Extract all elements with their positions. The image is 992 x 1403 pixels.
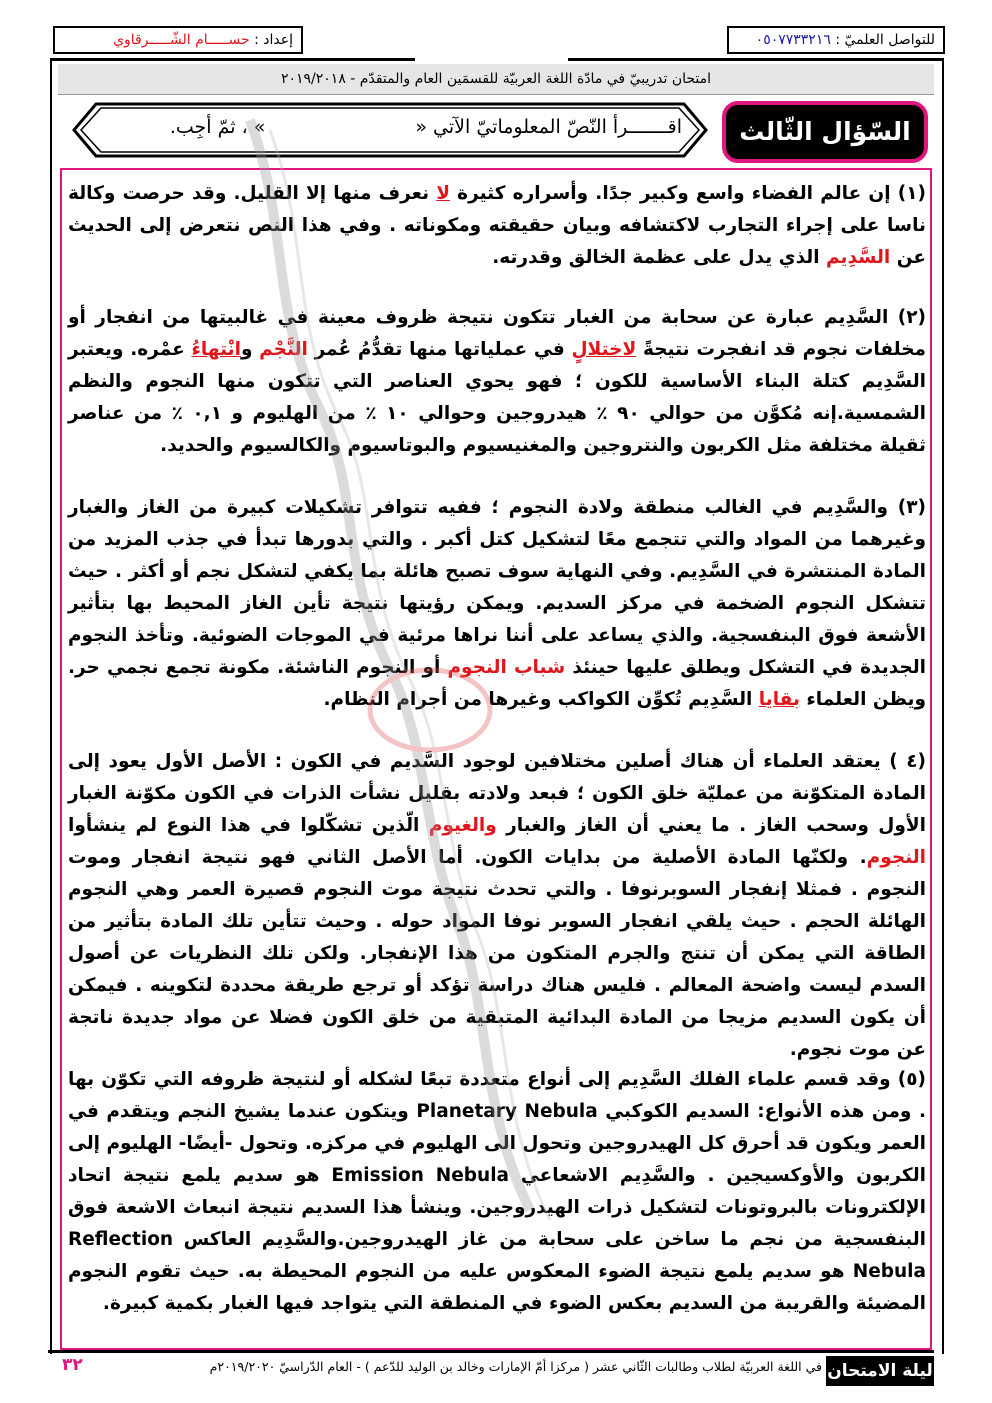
highlighted-word: بقايا xyxy=(758,689,800,710)
page-number: ٣٢ xyxy=(62,1355,83,1375)
text-segment: الّذين تشكّلوا في هذا النوع لم ينشأوا xyxy=(68,815,429,836)
author-name: حســـــام الشّـــــرقاوي xyxy=(113,32,250,48)
contact-label: للتواصل العلميّ : xyxy=(835,32,935,48)
text-segment: (٢) السَّدِيم عبارة عن سحابة من الغبار تتكون نتيجة ظروف معينة في غالبيتها من انفجار أو مخلفات نجوم قد انفجرت نتيجةً xyxy=(68,307,926,360)
author-label: إعداد : xyxy=(254,32,293,48)
text-segment: . ولكنّها المادة الأصلية من بدايات الكون. أما الأصل الثاني فهو نتيجة انفجار وموت النجوم . فمثلا إنفجار السوبرنوفا . والتي تحدث نتيجة موت النجوم قصيرة العمر وهي النجوم الهائلة الحجم . حيث يلقي انفجار السوبر نوفا المواد حوله . وحيث تتأين تلك المادة بتأثير من الطاقة التي يمكن أن تنتج والجرم المتكون من هذا الإنفجار. ولكن تلك النظريات عن أصول السدم ليست واضحة المعالم . فليس هناك دراسة تؤكد أو ترجع طريقة محددة لتكوينه . فيمكن أن يكون السديم مزيجا من المادة البدائية المتبقية من خلق الكون فضلا عن مواد جديدة ناتجة عن موت نجوم. xyxy=(68,847,926,1060)
contact-number: ٠٥٠٧٧٣٣٢١٦ xyxy=(755,32,831,48)
text-segment: و xyxy=(240,339,260,360)
text-segment: السَّدِيم تُكوِّن الكواكب وغيرها من أجرام النظام. xyxy=(323,689,759,710)
text-segment: أو النجوم الناشئة. مكونة تجمع نجمي حر. ويظن العلماء xyxy=(68,657,926,710)
text-segment: (٥) وقد قسم علماء الفلك السَّدِيم إلى أنواع متعددة تبعًا لشكله أو لنتيجة ظروفه التي تكوّن بها . ومن هذه الأنواع: السديم الكوكبي Planetary Nebula ويتكون عندما يشيخ النجم ويتقدم في العمر ويكون قد أحرق كل الهيدروجين وتحول الى الهليوم في مركزه. وتحول -أيضًا- الهليوم إلى الكربون والأوكسيجين . والسَّدِيم الاشعاعي Emission Nebula هو سديم يلمع نتيجة اتحاد الإلكترونات بالبروتونات لتشكيل ذرات الهيدروجين. وينشأ هذا السديم نتيجة انبعاث الاشعة فوق البنفسجية من نجم ما ساخن على سحابة من غاز الهيدروجين.والسَّدِيم العاكس Reflection Nebula هو سديم يلمع نتيجة الضوء المعكوس عليه من النجوم المحيطة به. حيث تقوم النجوم المضيئة والقريبة من السديم بعكس الضوء في المنطقة التي يتواجد فيها الغبار بكمية كبيرة. xyxy=(68,1069,926,1314)
text-segment: عمْره. ويعتبر السَّدِيم كتلة البناء الأساسية للكون ؛ فهو يحوي العناصر التي تتكون منها النجوم والنظم الشمسية.إنه مُكوَّن من حوالي ٩٠ ٪ هيدروجين وحوالي ١٠ ٪ من الهليوم و ٠,١ ٪ من عناصر ثقيلة مختلفة مثل الكربون والنتروجين والمغنيسيوم والبوتاسيوم والكالسيوم والحديد. xyxy=(68,339,926,456)
highlighted-word: السَّدِيم xyxy=(826,247,891,268)
footer xyxy=(48,1350,934,1387)
instruction-start: اقـــــــرأ النّصّ المعلوماتيّ الآتي « xyxy=(415,116,682,138)
highlighted-word: النجوم xyxy=(866,847,926,868)
text-segment: (٤ ) يعتقد العلماء أن هناك أصلين مختلافين لوجود السَّديم في الكون : الأصل الأول يعود إلى المادة المتكوّنة من عمليّة خلق الكون ؛ فبعد ولادته بقليل نشأت الذرات في الكون مكوّنة الغبار الأول وسحب الغاز . ما يعني أن الغاز والغبار xyxy=(68,751,926,836)
text-segment: الذي يدل على عظمة الخالق وقدرته. xyxy=(492,247,826,268)
passage-box xyxy=(60,168,932,1350)
instruction-text xyxy=(170,102,682,158)
paragraph-3 xyxy=(68,492,926,716)
highlighted-word: شباب النجوم xyxy=(447,657,566,678)
text-segment: في عملياتها منها تقدُّمُ عُمر xyxy=(307,339,572,360)
author-box xyxy=(53,26,303,54)
highlighted-word: النَّجْم xyxy=(259,339,308,360)
exam-subject-title: امتحان تدريبيّ في مادّة اللغة العربيّة للقسمَين العام والمتقدّم - ٢٠١٩/٢٠١٨ xyxy=(58,64,934,95)
paragraph-4 xyxy=(68,746,926,1066)
text-segment: (٣) والسَّدِيم في الغالب منطقة ولادة النجوم ؛ ففيه تتوافر تشكيلات كبيرة من الغاز والغبار وغيرهما من المواد والتي تتجمع معًا لتشكيل كتل أكبر . والتي بدورها تبدأ في جذب المزيد من المادة المنتشرة في السَّدِيم. وفي النهاية سوف تصبح هائلة بما يكفي لتشكل نجم أو أكثر . حيث تتشكل النجوم الضخمة في مركز السديم. ويمكن رؤيتها نتيجة تأين الغاز المحيط بها بتأثير الأشعة فوق البنفسجية. والذي يساعد على أننا نراها مرئية في الموجات الضوئية. وتأخذ النجوم الجديدة في التشكل ويطلق عليها حينئذ xyxy=(68,497,926,678)
footer-text: في اللغة العربيّة لطلاب وطالبات الثّاني عشر ( مركزا أمّ الإمارات وخالد بن الوليد للدّعم ) - العام الدّراسيّ ٢٠١٩/٢٠٢٠م xyxy=(209,1359,822,1374)
paragraph-2 xyxy=(68,302,926,462)
paragraph-1 xyxy=(68,178,926,274)
instruction-end: » ، ثمّ أجِب. xyxy=(169,116,266,138)
text-segment: نعرف منها إلا القليل. وقد حرصت وكالة ناسا على إجراء التجارب لاكتشافه وبيان حقيقته ومكوناته . وفي هذا النص نتعرض إلى الحديث عن xyxy=(68,183,926,268)
footer-logo: ليلة الامتحان xyxy=(826,1356,934,1386)
highlighted-word: لاختلالٍ xyxy=(571,339,637,360)
highlighted-word: والغيوم xyxy=(428,815,497,836)
instruction-banner xyxy=(72,102,708,158)
paragraph-5 xyxy=(68,1064,926,1320)
highlighted-word: لا xyxy=(436,183,450,204)
highlighted-word: انْتهاءُ xyxy=(191,339,241,360)
text-segment: (١) إن عالم الفضاء واسع وكبير جدًا. وأسراره كثيرة xyxy=(449,183,926,204)
question-label: السّؤال الثّالث xyxy=(722,101,928,163)
contact-box xyxy=(727,26,945,54)
